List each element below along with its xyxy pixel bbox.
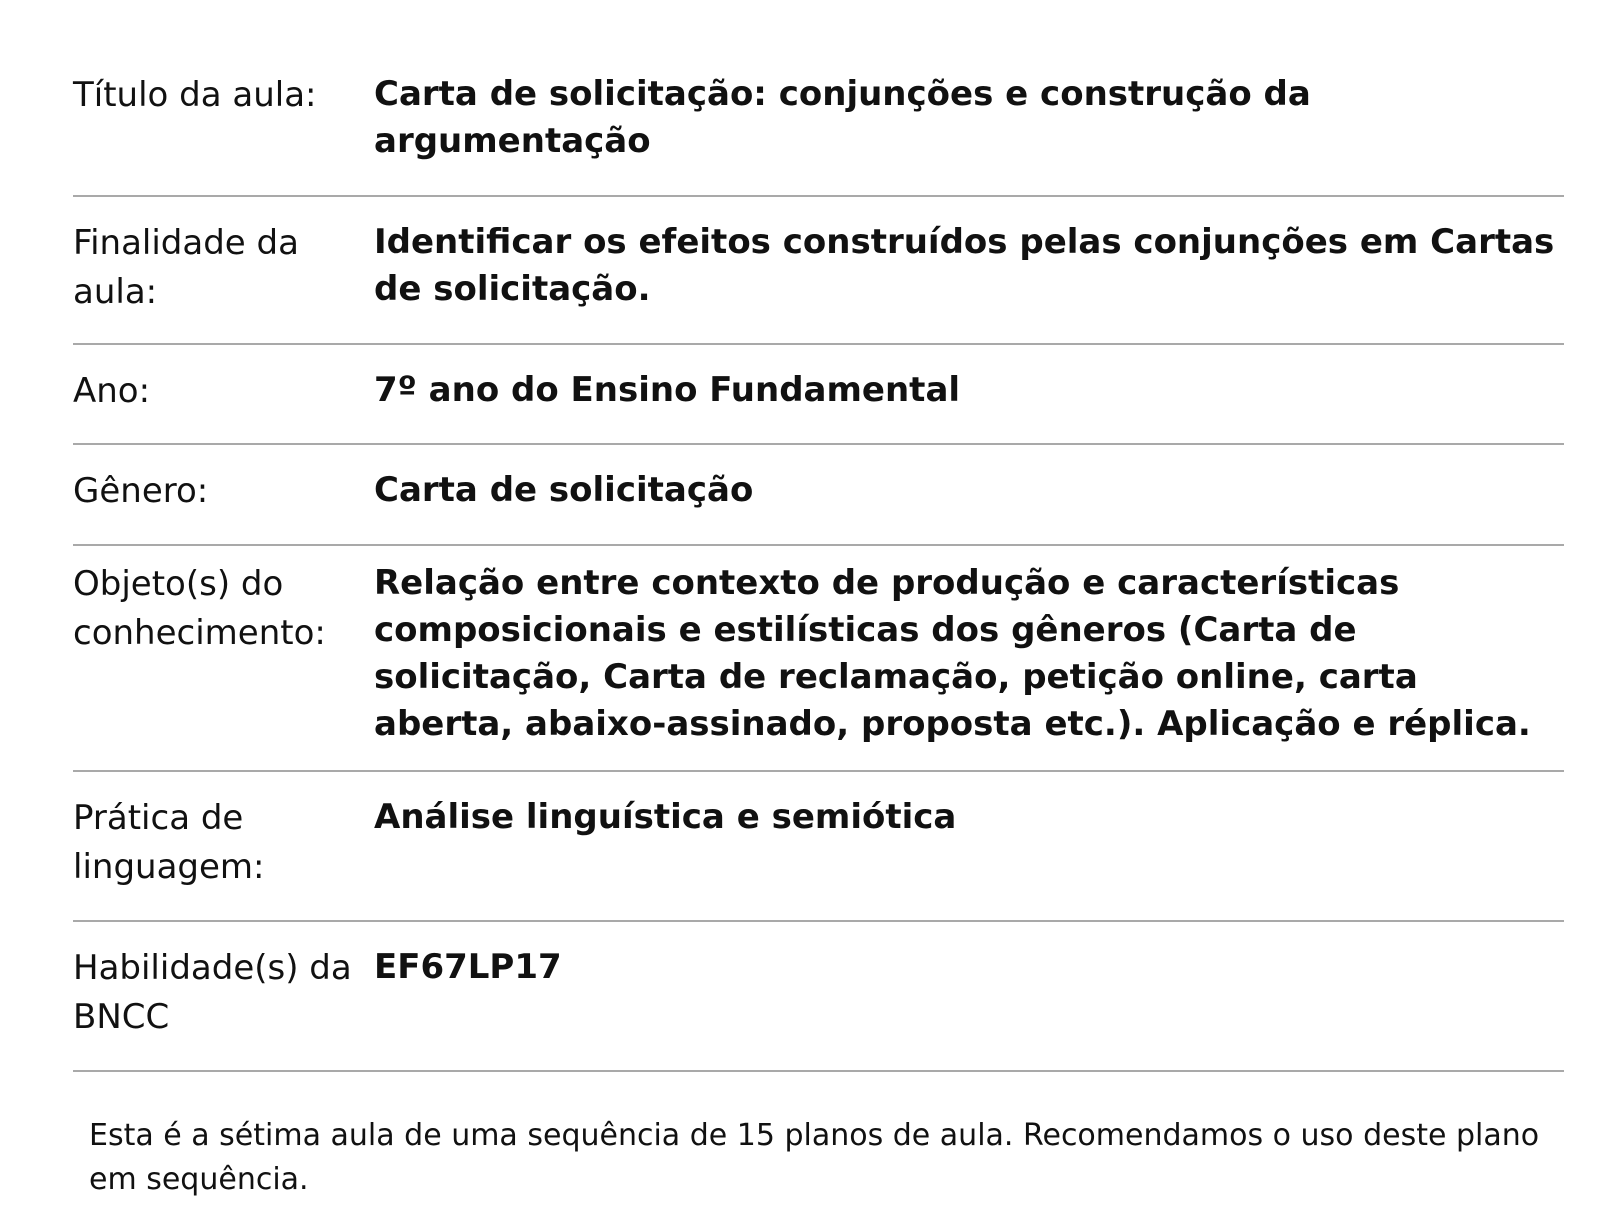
row-lesson-purpose — [73, 196, 1564, 344]
row-language-practice — [73, 771, 1564, 921]
lesson-purpose-label: Finalidade da aula: — [73, 196, 374, 344]
language-practice-label: Prática de linguagem: — [73, 771, 374, 921]
knowledge-objects-label: Objeto(s) do conhecimento: — [73, 545, 374, 771]
lesson-info-table — [73, 46, 1564, 1072]
row-bncc-skills — [73, 921, 1564, 1071]
genre-label: Gênero: — [73, 444, 374, 545]
language-practice-value: Análise linguística e semiótica — [374, 771, 1564, 921]
genre-value: Carta de solicitação — [374, 444, 1564, 545]
lesson-title-label: Título da aula: — [73, 46, 374, 196]
row-genre — [73, 444, 1564, 545]
school-year-value: 7º ano do Ensino Fundamental — [374, 344, 1564, 444]
knowledge-objects-value: Relação entre contexto de produção e características composicionais e estilísticas dos gêneros (Carta de solicitação, Carta de reclamação, petição online, carta aberta, abaixo-assinado, proposta etc.). Aplicação e réplica. — [374, 545, 1564, 771]
row-school-year — [73, 344, 1564, 444]
lesson-title-value: Carta de solicitação: conjunções e construção da argumentação — [374, 46, 1564, 196]
row-knowledge-objects — [73, 545, 1564, 771]
bncc-skills-value: EF67LP17 — [374, 921, 1564, 1071]
sequence-note: Esta é a sétima aula de uma sequência de 15 planos de aula. Recomendamos o uso deste plano em sequência. — [89, 1118, 1540, 1197]
bncc-skills-label: Habilidade(s) da BNCC — [73, 921, 374, 1071]
school-year-label: Ano: — [73, 344, 374, 444]
lesson-purpose-value: Identificar os efeitos construídos pelas conjunções em Cartas de solicitação. — [374, 196, 1564, 344]
row-lesson-title — [73, 46, 1564, 196]
lesson-plan-sheet — [73, 46, 1564, 1232]
